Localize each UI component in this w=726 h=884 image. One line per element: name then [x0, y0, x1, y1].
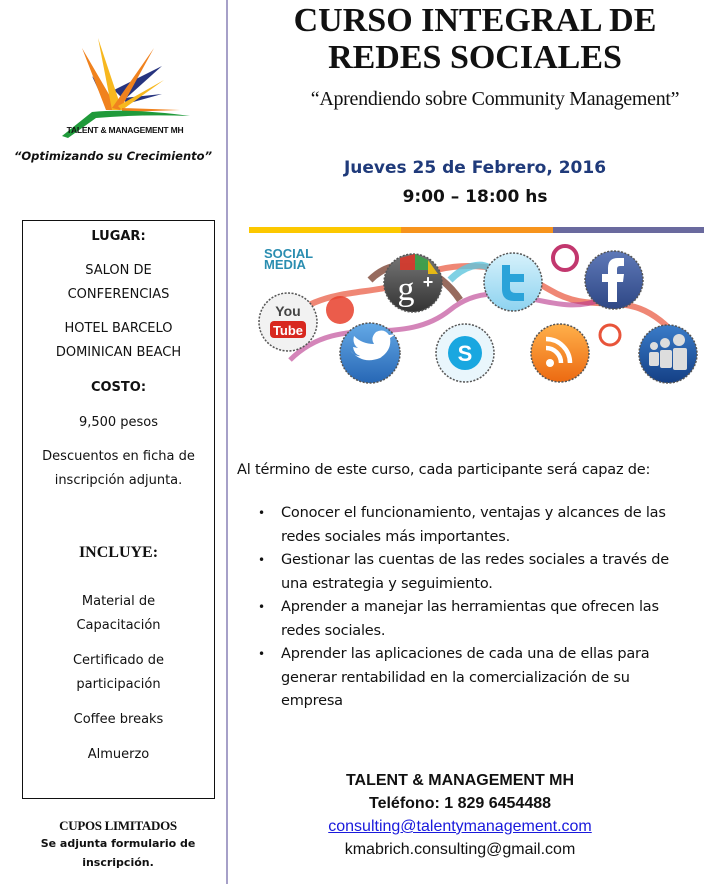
cupos-line1: Se adjunta formulario de — [40, 837, 196, 850]
objective-line: redes sociales. — [281, 622, 386, 639]
lugar-section — [23, 225, 214, 493]
youtube-icon — [259, 293, 317, 351]
incluye-item-line: Capacitación — [76, 618, 161, 633]
swirl-decoration — [553, 246, 577, 270]
contact-phone: Teléfono: 1 829 6454488 — [368, 795, 552, 812]
objective-item — [258, 643, 718, 714]
logo-text: TALENT & MANAGEMENT MH — [66, 125, 184, 135]
objective-line: Conocer el funcionamiento, ventajas y alcances de las — [281, 505, 666, 521]
objective-line: empresa — [281, 693, 343, 709]
objectives-list — [258, 502, 718, 714]
bullet-icon: • — [258, 506, 265, 520]
title-line1: CURSO INTEGRAL DE — [293, 2, 657, 39]
contact-email-link[interactable]: consulting@talentymanagement.com — [328, 818, 592, 835]
incluye-item-line: Material de — [81, 594, 156, 609]
column-divider — [226, 0, 228, 884]
bullet-icon: • — [258, 553, 265, 567]
youtube-you-text: You — [275, 303, 301, 319]
lugar-label: LUGAR: — [91, 229, 146, 244]
rss-icon — [531, 324, 589, 382]
incluye-item — [23, 649, 214, 697]
incluye-item-line: Certificado de — [72, 653, 165, 668]
color-bar-orange — [401, 227, 553, 233]
bullet-icon: • — [258, 600, 265, 614]
objective-line: generar rentabilidad en la comercialización de su — [281, 669, 630, 686]
hotel-line1: HOTEL BARCELO — [64, 321, 173, 336]
course-subtitle: “Aprendiendo sobre Community Management” — [310, 88, 680, 110]
incluye-label: INCLUYE: — [78, 544, 159, 561]
costo-label: COSTO: — [90, 380, 147, 395]
skype-icon — [436, 324, 494, 382]
course-title — [240, 2, 710, 76]
title-line2: REDES SOCIALES — [328, 39, 622, 76]
myspace-icon — [639, 325, 697, 383]
caption-word: MEDIA — [264, 257, 306, 272]
svg-text:+: + — [422, 272, 434, 292]
social-media-caption — [264, 246, 313, 272]
incluye-item: Coffee breaks — [73, 712, 164, 727]
contact-email-secondary: kmabrich.consulting@gmail.com — [344, 841, 576, 858]
info-box — [22, 220, 215, 799]
cupos-section — [0, 818, 236, 872]
lugar-line1: SALON DE — [85, 263, 152, 278]
costo-value: 9,500 pesos — [78, 415, 159, 430]
color-bar-yellow — [249, 227, 401, 233]
objective-line: Aprender a manejar las herramientas que ofrecen las — [281, 599, 659, 615]
caption-word: SOCIAL — [264, 246, 314, 261]
course-date: Jueves 25 de Febrero, 2016 — [343, 158, 607, 178]
incluye-section — [23, 541, 214, 767]
contact-company: TALENT & MANAGEMENT MH — [345, 772, 575, 789]
company-motto: “Optimizando su Crecimiento” — [14, 149, 212, 163]
lugar-line2: CONFERENCIAS — [67, 287, 170, 302]
bullet-icon: • — [258, 647, 265, 661]
incluye-item: Almuerzo — [87, 747, 150, 762]
descuento-line1: Descuentos en ficha de — [42, 449, 195, 464]
color-bar-purple — [553, 227, 704, 233]
descuento-line2: inscripción adjunta. — [54, 473, 183, 488]
google-plus-icon — [384, 254, 442, 312]
swirl-decoration — [326, 296, 354, 324]
objective-item — [258, 549, 718, 596]
twitter-icon — [484, 253, 542, 311]
youtube-tube-text: Tube — [272, 323, 304, 338]
objective-line: Aprender las aplicaciones de cada una de ellas para — [281, 646, 650, 662]
social-media-banner — [250, 240, 710, 390]
incluye-item-line: participación — [76, 677, 161, 692]
contact-block — [290, 769, 630, 861]
twitter-bird-icon — [340, 323, 400, 383]
cupos-line2: inscripción. — [82, 856, 154, 869]
objective-item — [258, 502, 718, 549]
objective-line: redes sociales más importantes. — [281, 528, 510, 545]
facebook-icon — [585, 251, 643, 309]
objective-line: Gestionar las cuentas de las redes sociales a través de — [281, 552, 669, 568]
objective-item — [258, 596, 718, 643]
swirl-decoration — [600, 325, 620, 345]
svg-text:g: g — [397, 271, 415, 308]
hotel-line2: DOMINICAN BEACH — [55, 345, 182, 360]
objectives-intro: Al término de este curso, cada participante será capaz de: — [237, 462, 651, 478]
course-time: 9:00 – 18:00 hs — [402, 187, 548, 207]
svg-text:S: S — [457, 341, 473, 366]
cupos-title: CUPOS LIMITADOS — [59, 818, 177, 833]
objective-line: una estrategia y seguimiento. — [281, 575, 493, 592]
incluye-item — [23, 590, 214, 638]
